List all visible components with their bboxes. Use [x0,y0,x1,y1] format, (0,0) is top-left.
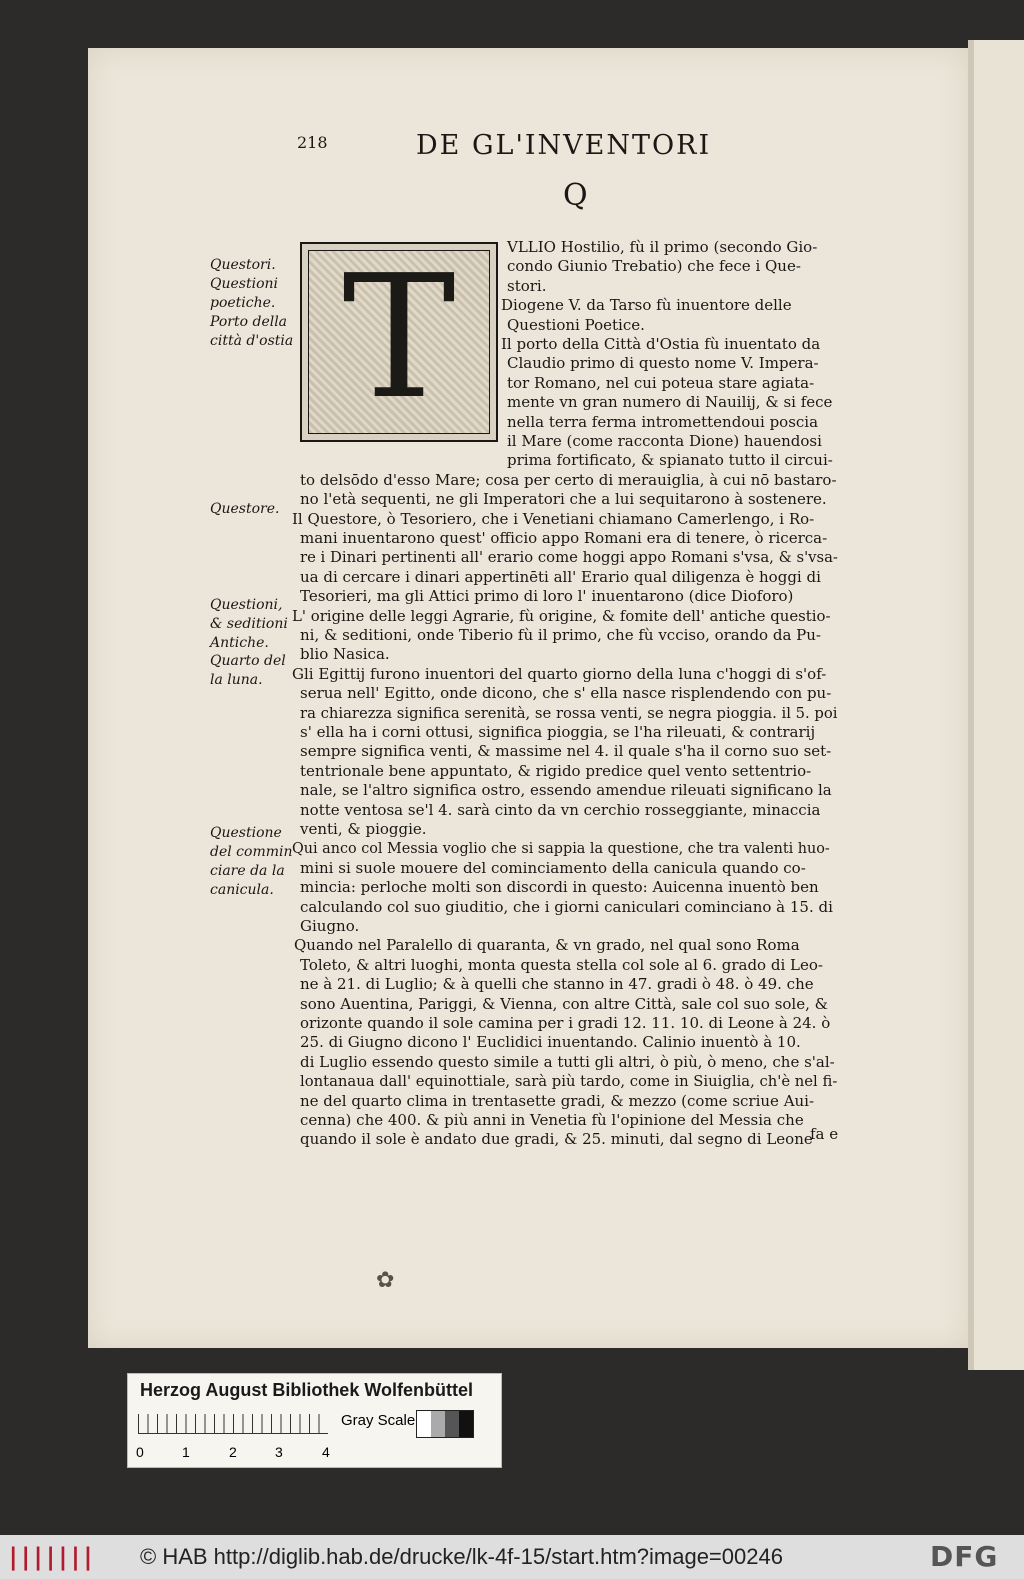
margin-note-line: città d'ostia [210,333,294,349]
margin-note-line: Questioni [210,276,278,292]
text-line: Tesorieri, ma gli Attici primo di loro l' inuentarono (dice Dioforo) [300,587,794,606]
text-line: 25. di Giugno dicono l' Euclidici inuentando. Calinio inuentò à 10. [300,1033,801,1052]
page-number: 218 [297,133,328,152]
gray-scale-label: Gray Scale [341,1412,416,1429]
text-line: Il Questore, ò Tesoriero, che i Venetiani chiamano Camerlengo, i Ro- [292,509,815,528]
scale-ruler [138,1414,328,1434]
margin-note-line: Antiche. [210,635,269,651]
text-line: sono Auentina, Pariggi, & Vienna, con altre Città, sale col suo sole, & [300,994,828,1013]
text-line: VLLIO Hostilio, fù il primo (secondo Gio- [507,238,818,256]
footer-bar [0,1535,1024,1579]
text-line: orizonte quando il sole camina per i gradi 12. 11. 10. di Leone à 24. ò [300,1014,831,1032]
text-line: stori. [507,276,547,295]
text-line: di Luglio essendo questo simile a tutti gli altri, ò più, ò meno, che s'al- [300,1052,835,1071]
scale-number: 3 [275,1444,283,1460]
text-line: Quando nel Paralello di quaranta, & vn grado, nel qual sono Roma [294,936,800,955]
footer-url[interactable]: © HAB http://diglib.hab.de/drucke/lk-4f-15/start.htm?image=00246 [140,1544,783,1569]
text-line: tentrionale bene appuntato, & rigido predice quel vento settentrio- [300,761,812,780]
text-line: serua nell' Egitto, onde dicono, che s' ella nasce risplendendo con pu- [300,684,832,703]
margin-note-line: Porto della [210,314,288,330]
margin-note-line: del commin [210,844,293,860]
text-line: cenna) che 400. & più anni in Venetia fù l'opinione del Messia che [300,1111,804,1129]
text-line: ua di cercare i dinari appertinēti all' Erario qual diligenza è hoggi di [300,567,821,586]
margin-note-line: poetiche. [210,295,276,311]
margin-note-line: la luna. [210,672,263,688]
text-line: mincia: perloche molti son discordi in questo: Auicenna inuentò ben [300,878,819,897]
margin-note-line: & seditioni [210,616,288,632]
text-line: notte ventosa se'l 4. sarà cinto da vn cerchio rosseggiante, minaccia [300,800,821,819]
margin-note-line: Questori. [210,257,276,273]
margin-note-line: Questioni, [210,597,283,613]
text-line: mente vn gran numero di Nauilij, & si fece [507,393,833,412]
text-line: Qui anco col Messia voglio che si sappia la questione, che tra valenti huo- [292,839,830,858]
text-line: re i Dinari pertinenti all' erario come hoggi appo Romani s'vsa, & s'vsa- [300,548,838,567]
text-line: nale, se l'altro significa ostro, essendo amendue rileuati significano la [300,781,832,800]
dfg-logo: DFG [930,1540,999,1573]
gray-scale-swatch [416,1410,474,1438]
text-line: mani inuentarono quest' officio appo Romani era di tenere, ò ricerca- [300,529,828,547]
text-line: Diogene V. da Tarso fù inuentore delle [501,296,792,315]
margin-note-line: ciare da la [210,863,285,879]
text-line: condo Giunio Trebatio) che fece i Que- [507,257,801,276]
text-line: il Mare (come racconta Dione) hauendosi [507,432,822,450]
hab-logo-icon: ||||||| [6,1543,94,1571]
scale-number: 0 [136,1444,144,1460]
text-line: Toleto, & altri luoghi, monta questa stella col sole al 6. grado di Leo- [300,955,823,974]
text-line: ne à 21. di Luglio; & à quelli che stanno in 47. gradi ò 48. ò 49. che [300,975,814,994]
adjacent-page-edge [968,40,1024,1370]
text-line: Claudio primo di questo nome V. Impera- [507,354,819,373]
text-line: blio Nasica. [300,645,390,664]
page-stain: ✿ [376,1268,395,1293]
margin-note-line: Questore. [210,501,280,517]
text-line: Gli Egittij furono inuentori del quarto giorno della luna c'hoggi di s'of- [292,664,827,683]
initial-letter: T [342,239,456,437]
catchword: fa e [810,1125,839,1143]
text-line: Questioni Poetice. [507,315,645,334]
text-line: mini si suole mouere del cominciamento della canicula quando co- [300,858,806,877]
text-line: quando il sole è andato due gradi, & 25. minuti, dal segno di Leone [300,1130,813,1149]
text-line: lontanaua dall' equinottiale, sarà più tardo, come in Siuiglia, ch'è nel fi- [300,1072,838,1091]
text-line: tor Romano, nel cui poteua stare agiata- [507,373,815,392]
text-line: ni, & seditioni, onde Tiberio fù il primo, che fù vcciso, orando da Pu- [300,626,821,644]
margin-note-line: canicula. [210,882,274,898]
text-line: nella terra ferma intromettendoui poscia [507,412,819,431]
running-title: DE GL'INVENTORI [416,130,712,161]
text-line: calculando col suo giuditio, che i giorni caniculari cominciano à 15. di [300,897,833,916]
scale-number: 4 [322,1444,330,1460]
text-line: s' ella ha i corni ottusi, significa pioggia, se l'ha rileuati, & contrarij [300,723,816,741]
text-line: ra chiarezza significa serenità, se rossa venti, se negra pioggia. il 5. poi [300,703,838,722]
section-letter: Q [563,178,588,213]
text-line: venti, & pioggie. [300,820,427,838]
text-line: to delsōdo d'esso Mare; cosa per certo di merauiglia, à cui nō bastaro- [300,470,837,489]
text-line: Il porto della Città d'Ostia fù inuentato da [501,335,821,353]
text-line: ne del quarto clima in trentasette gradi, & mezzo (come scriue Aui- [300,1091,815,1110]
margin-note-line: Questione [210,825,282,841]
scale-number: 2 [229,1444,237,1460]
text-line: no l'età sequenti, ne gli Imperatori che a lui sequitarono à sostenere. [300,490,827,509]
decorated-initial [300,239,498,442]
text-line: Giugno. [300,917,360,935]
scale-number: 1 [182,1444,190,1460]
library-label [127,1373,502,1468]
text-line: L' origine delle leggi Agrarie, fù origine, & fomite dell' antiche questio- [292,606,831,625]
library-name: Herzog August Bibliothek Wolfenbüttel [140,1380,473,1400]
margin-note-line: Quarto del [210,653,286,669]
text-line: sempre significa venti, & massime nel 4. il quale s'ha il corno suo set- [300,742,832,761]
text-line: prima fortificato, & spianato tutto il circui- [507,451,833,470]
